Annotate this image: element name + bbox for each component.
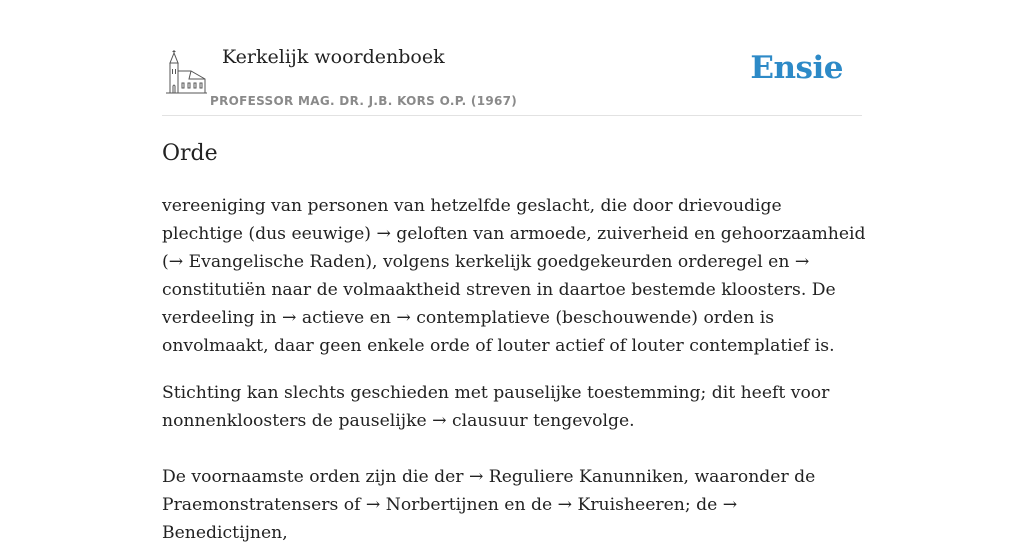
cross-reference-link[interactable]: → geloften	[376, 224, 468, 244]
brand-logo[interactable]: Ensie	[750, 50, 843, 86]
body-text-segment: ; de	[684, 495, 723, 515]
body-text-segment: en	[364, 308, 397, 328]
cross-reference-link[interactable]: → Reguliere Kanunniken	[468, 467, 684, 487]
body-text-segment: en de	[498, 495, 558, 515]
body-text-segment: , waaronder de Praemonstratensers of	[162, 467, 816, 515]
cross-reference-link[interactable]: → constitutiën	[162, 252, 810, 300]
cross-reference-link[interactable]: → actieve	[282, 308, 365, 328]
body-text-segment: van armoede, zuiverheid en gehoorzaamheid (	[162, 224, 866, 272]
body-text-segment: ), volgens kerkelijk goedgekeurden orderegel en	[365, 252, 795, 272]
entry-paragraph	[162, 379, 867, 435]
body-text-segment: naar de volmaaktheid streven in daartoe bestemde kloosters. De verdeeling in	[162, 280, 836, 328]
entry-paragraph	[162, 463, 867, 547]
cross-reference-link[interactable]: → Evangelische Raden	[168, 252, 366, 272]
book-author: PROFESSOR MAG. DR. J.B. KORS O.P. (1967)	[210, 94, 518, 108]
cross-reference-link[interactable]: → clausuur	[432, 411, 528, 431]
cross-reference-link[interactable]: → Kruisheeren	[557, 495, 685, 515]
entry-paragraph	[162, 192, 867, 360]
body-text-segment: ,	[282, 523, 288, 543]
body-text-segment: vereeniging van personen van hetzelfde geslacht, die door drievoudige plechtige (dus eeuwige)	[162, 196, 782, 244]
cross-reference-link[interactable]: → Benedictijnen	[162, 495, 738, 543]
body-text-segment: (beschouwende) orden is onvolmaakt, daar geen enkele orde of louter actief of louter contemplatief is.	[162, 308, 835, 356]
body-text-segment: Stichting kan slechts geschieden met pauselijke toestemming; dit heeft voor nonnenkloosters de pauselijke	[162, 383, 830, 431]
entry-title: Orde	[162, 141, 218, 166]
body-text-segment: De voornaamste orden zijn die der	[162, 467, 469, 487]
body-text-segment: tengevolge.	[527, 411, 635, 431]
church-icon[interactable]	[165, 49, 207, 95]
cross-reference-link[interactable]: → Norbertijnen	[365, 495, 499, 515]
site-header	[162, 0, 862, 116]
book-title[interactable]: Kerkelijk woordenboek	[222, 46, 445, 68]
page	[162, 0, 866, 543]
cross-reference-link[interactable]: → contemplatieve	[396, 308, 550, 328]
